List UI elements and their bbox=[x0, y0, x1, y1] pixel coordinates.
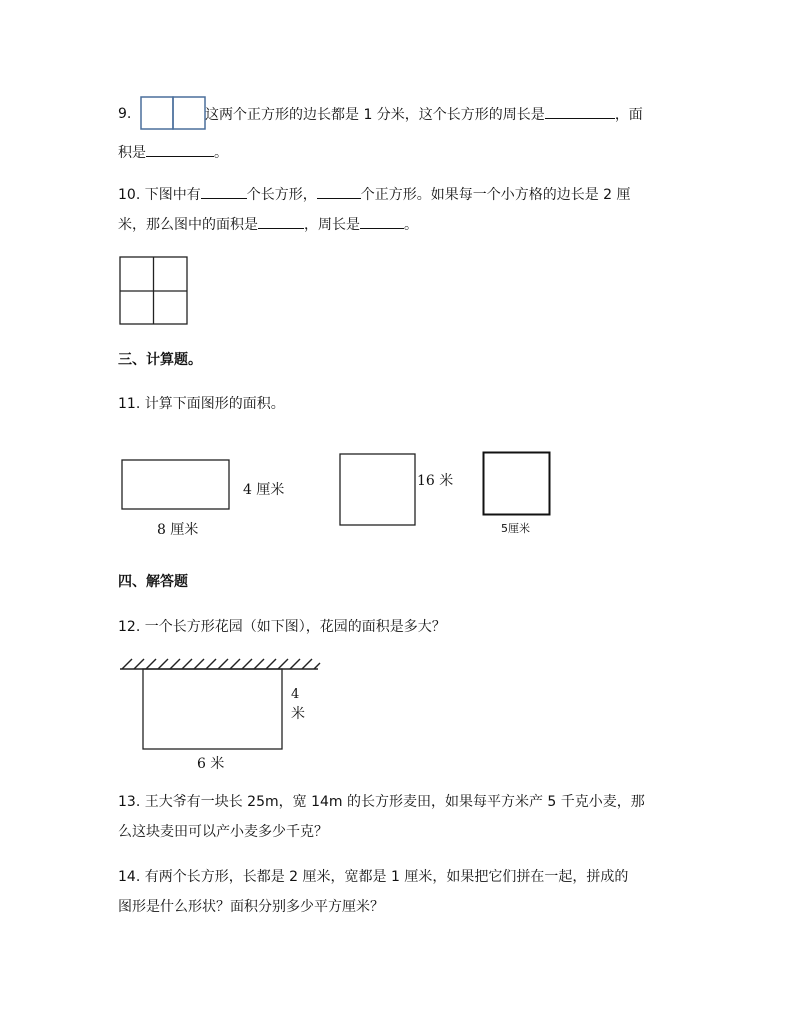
question-9-line-1 bbox=[118, 104, 131, 124]
q10-text-6: 。 bbox=[404, 217, 418, 233]
q13-line-1: 王大爷有一块长 25m，宽 14m 的长方形麦田，如果每平方米产 5 千克小麦，那 bbox=[144, 794, 645, 810]
q13-line-2: 么这块麦田可以产小麦多少千克？ bbox=[118, 824, 328, 840]
question-number: 13. bbox=[118, 794, 141, 810]
garden-height-unit: 米 bbox=[291, 706, 305, 722]
garden-height-number: 4 bbox=[291, 687, 300, 702]
q10-text-1: 下图中有 bbox=[144, 187, 201, 203]
section-3-heading: 三、计算题。 bbox=[118, 352, 202, 368]
garden-width-label: 6 米 bbox=[197, 756, 225, 772]
square-left bbox=[141, 97, 173, 129]
question-number: 12. bbox=[118, 619, 141, 635]
question-12-line bbox=[118, 617, 446, 637]
question-10-line-1 bbox=[118, 184, 631, 205]
q14-line-2: 图形是什么形状？面积分别多少平方厘米？ bbox=[118, 899, 384, 915]
square-right bbox=[173, 97, 205, 129]
q14-line-1: 有两个长方形，长都是 2 厘米，宽都是 1 厘米，如果把它们拼在一起，拼成的 bbox=[144, 869, 629, 885]
square-side-label: 16 米 bbox=[417, 473, 454, 489]
question-13-line-1 bbox=[118, 792, 645, 812]
q10-text-2: 个长方形， bbox=[246, 187, 317, 203]
section-4-heading: 四、解答题 bbox=[118, 574, 188, 590]
perimeter-answer-blank[interactable] bbox=[545, 104, 615, 119]
garden-against-wall-figure bbox=[118, 656, 322, 752]
grid-perimeter-blank[interactable] bbox=[360, 214, 404, 229]
grid-area-blank[interactable] bbox=[258, 214, 304, 229]
rectangle-width-label: 8 厘米 bbox=[157, 522, 199, 538]
q9-text-4: 。 bbox=[214, 145, 228, 161]
question-14-line-2 bbox=[118, 897, 384, 917]
question-number: 9. bbox=[118, 106, 132, 122]
question-10-line-2 bbox=[118, 214, 418, 235]
question-13-line-2 bbox=[118, 822, 328, 842]
area-answer-blank[interactable] bbox=[146, 142, 214, 157]
rectangle-8x4-figure bbox=[121, 459, 231, 511]
two-squares-figure bbox=[140, 96, 206, 130]
squares-count-blank[interactable] bbox=[317, 184, 361, 199]
four-square-grid-figure bbox=[119, 256, 189, 326]
question-number: 11. bbox=[118, 396, 141, 412]
garden-rectangle bbox=[143, 669, 282, 749]
q9-text-1: 这两个正方形的边长都是 1 分米，这个长方形的周长是 bbox=[205, 107, 545, 123]
question-14-line-1 bbox=[118, 867, 628, 887]
q12-text: 一个长方形花园（如下图），花园的面积是多大？ bbox=[144, 619, 446, 635]
question-number: 14. bbox=[118, 869, 141, 885]
square-16m-figure bbox=[339, 453, 417, 526]
question-9-text bbox=[205, 104, 643, 125]
small-square-side-label: 5厘米 bbox=[501, 522, 530, 535]
q9-text-2: ，面 bbox=[614, 107, 643, 123]
wall-hatching bbox=[122, 659, 320, 669]
q11-text: 计算下面图形的面积。 bbox=[144, 396, 285, 412]
q9-text-3: 积是 bbox=[118, 145, 146, 161]
q10-text-5: ，周长是 bbox=[304, 217, 360, 233]
rectangles-count-blank[interactable] bbox=[201, 184, 247, 199]
q10-text-4: 米，那么图中的面积是 bbox=[118, 217, 258, 233]
rectangle-height-label: 4 厘米 bbox=[243, 482, 285, 498]
question-11-line bbox=[118, 394, 285, 414]
q10-text-3: 个正方形。如果每一个小方格的边长是 2 厘 bbox=[360, 187, 631, 203]
question-9-line-2 bbox=[118, 142, 228, 163]
square-5cm-figure bbox=[482, 451, 552, 517]
question-number: 10. bbox=[118, 187, 141, 203]
